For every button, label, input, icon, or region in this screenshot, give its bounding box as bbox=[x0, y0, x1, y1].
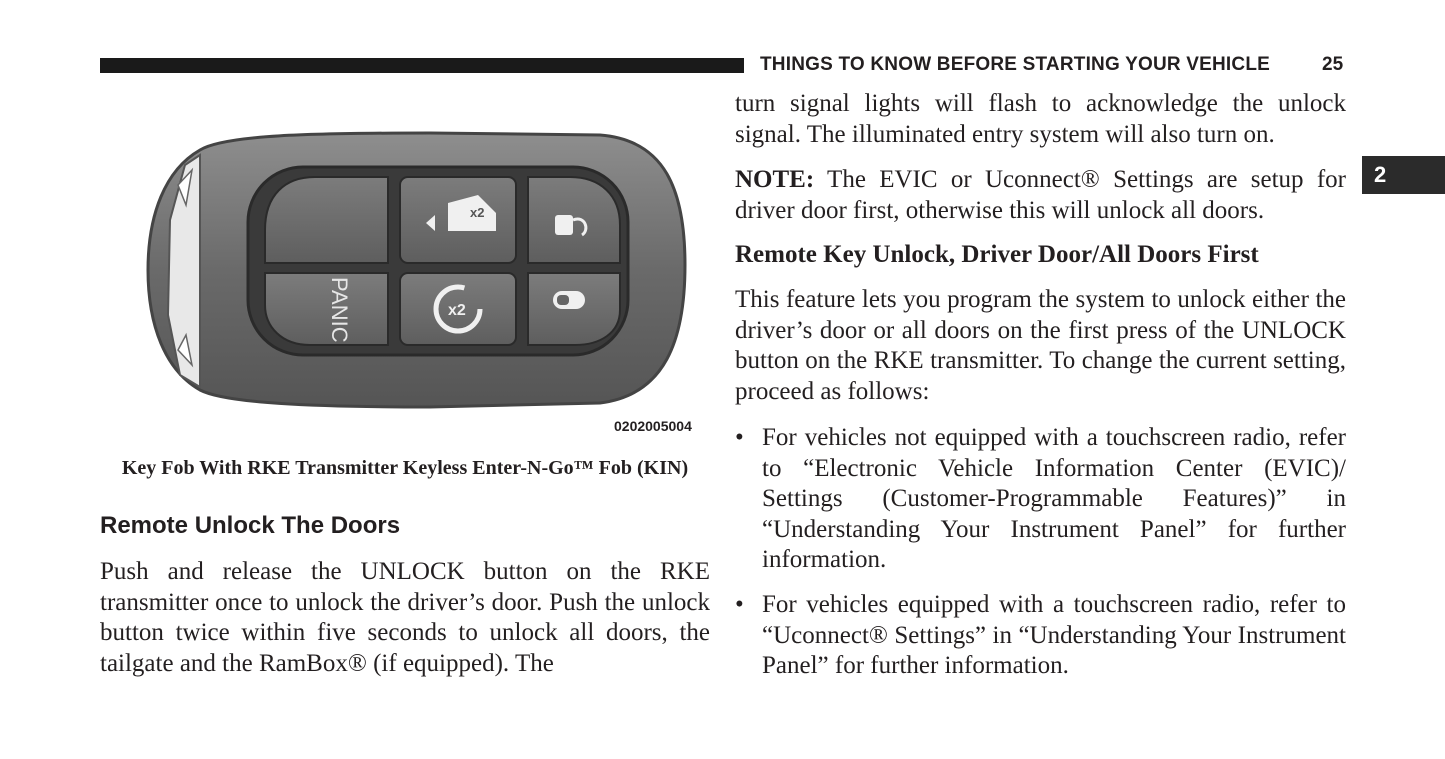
bullet-icon: • bbox=[735, 591, 744, 618]
note-label: NOTE: bbox=[735, 166, 815, 193]
left-paragraph: Push and release the UNLOCK button on the RKE transmitter once to unlock the driver’s door. Push the unlock button twice within five seconds to unlock all doors, the tailgate and the RamBox® (if equipped). The bbox=[100, 558, 710, 677]
panic-button bbox=[265, 273, 388, 345]
list-item-text: For vehicles not equipped with a touchscreen radio, refer to “Electronic Vehicle Information Center (EVIC)/ Settings (Customer-Programmable Features)” in “Understanding Your Instrument Panel” for further information. bbox=[762, 424, 1346, 573]
lock-icon bbox=[553, 291, 585, 309]
blank-button bbox=[265, 177, 388, 263]
tailgate-x2-label: x2 bbox=[470, 205, 485, 220]
right-paragraph-feature: This feature lets you program the system to unlock either the driver’s door or all doors on the first press of the UNLOCK button on the RKE transmitter. To change the current setting, proceed as follows: bbox=[735, 286, 1346, 405]
figure-id: 0202005004 bbox=[614, 418, 692, 434]
note-paragraph bbox=[735, 165, 1346, 226]
page-number: 25 bbox=[1322, 54, 1344, 75]
figure-caption: Key Fob With RKE Transmitter Keyless Enter-N-Go™ Fob (KIN) bbox=[121, 457, 689, 479]
panic-label: PANIC bbox=[327, 277, 352, 343]
remote-start-x2-label: x2 bbox=[448, 302, 466, 319]
header-rule bbox=[100, 58, 744, 73]
bullet-icon: • bbox=[735, 424, 744, 451]
subsection-heading-driver-door: Remote Key Unlock, Driver Door/All Doors First bbox=[735, 241, 1259, 268]
list-item bbox=[735, 590, 1346, 682]
list-item bbox=[735, 423, 1346, 576]
running-header-title: THINGS TO KNOW BEFORE STARTING YOUR VEHICLE bbox=[760, 54, 1271, 75]
list-item-text: For vehicles equipped with a touchscreen radio, refer to “Uconnect® Settings” in “Understanding Your Instrument Panel” for further information. bbox=[762, 591, 1346, 679]
right-paragraph-continued: turn signal lights will flash to acknowledge the unlock signal. The illuminated entry system will also turn on. bbox=[735, 90, 1346, 148]
note-text: The EVIC or Uconnect® Settings are setup for driver door first, otherwise this will unlock all doors. bbox=[735, 166, 1346, 224]
section-heading-remote-unlock: Remote Unlock The Doors bbox=[100, 512, 401, 539]
key-fob-illustration bbox=[130, 95, 710, 445]
chapter-tab: 2 bbox=[1362, 156, 1445, 194]
